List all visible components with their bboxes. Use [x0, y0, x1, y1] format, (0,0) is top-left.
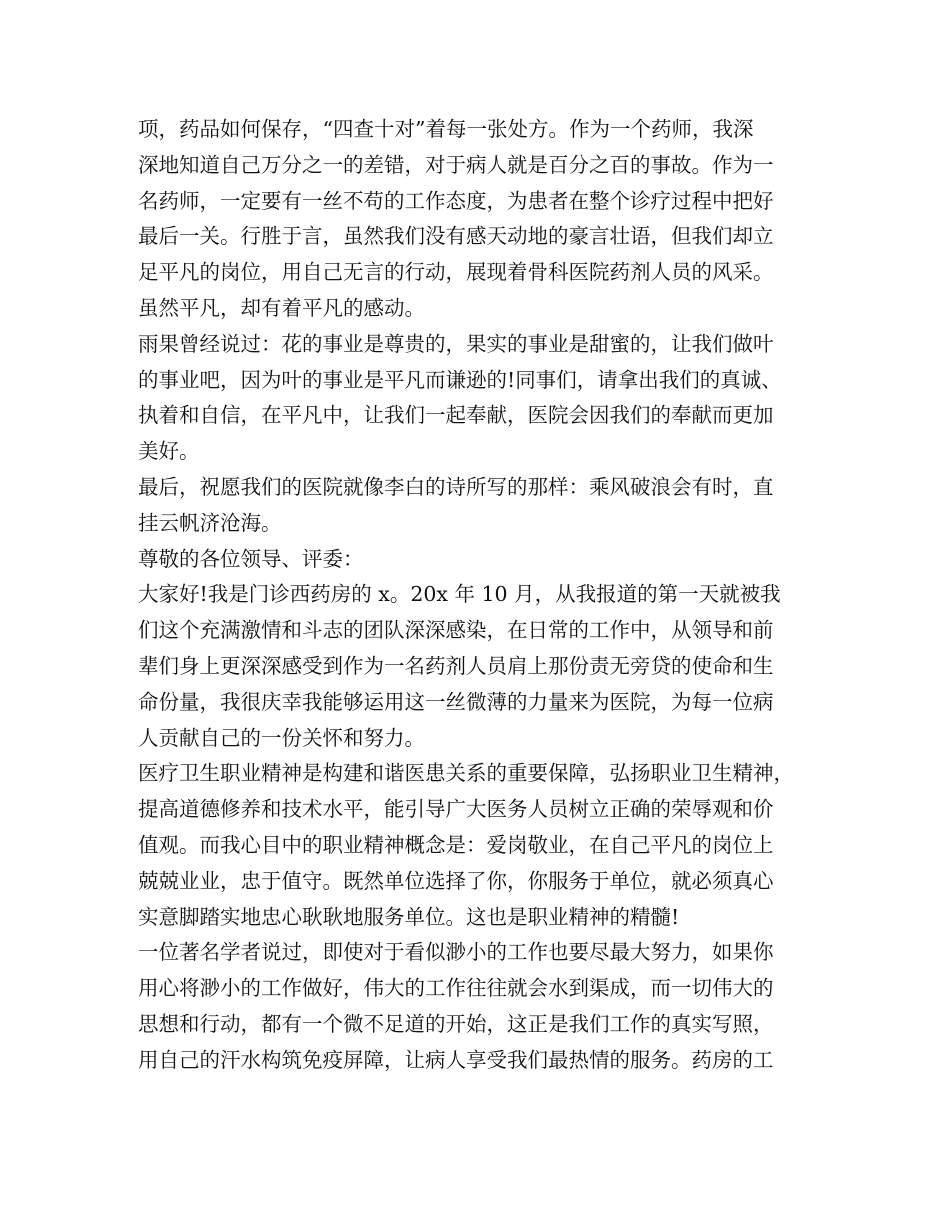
- text-line: 虽然平凡，却有着平凡的感动。: [138, 295, 425, 320]
- text-line: 思想和行动，都有一个微不足道的开始，这正是我们工作的真实写照，: [138, 1011, 774, 1036]
- text-line: 提高道德修养和技术水平，能引导广大医务人员树立正确的荣辱观和价: [138, 797, 774, 822]
- text-line: 兢兢业业，忠于值守。既然单位选择了你，你服务于单位，就必须真心: [138, 868, 774, 893]
- text-line: 人贡献自己的一份关怀和努力。: [138, 725, 425, 750]
- text-line: 辈们身上更深深感受到作为一名药剂人员肩上那份责无旁贷的使命和生: [138, 653, 774, 678]
- text-line: 命份量，我很庆幸我能够运用这一丝微薄的力量来为医院，为每一位病: [138, 689, 774, 714]
- text-line: 用心将渺小的工作做好，伟大的工作往往就会水到渠成，而一切伟大的: [138, 976, 774, 1001]
- text-line: 医疗卫生职业精神是构建和谐医患关系的重要保障，弘扬职业卫生精神，: [138, 761, 794, 786]
- body-text: [138, 112, 818, 1079]
- text-line: 雨果曾经说过：花的事业是尊贵的，果实的事业是甜蜜的，让我们做叶: [138, 331, 774, 356]
- text-line: 最后，祝愿我们的医院就像李白的诗所写的那样：乘风破浪会有时，直: [138, 474, 774, 499]
- text-line: 最后一关。行胜于言，虽然我们没有感天动地的豪言壮语，但我们却立: [138, 224, 774, 249]
- text-line: 用自己的汗水构筑免疫屏障，让病人享受我们最热情的服务。药房的工: [138, 1047, 774, 1072]
- text-line: 一位著名学者说过，即使对于看似渺小的工作也要尽最大努力，如果你: [138, 940, 774, 965]
- text-line: 足平凡的岗位，用自己无言的行动，展现着骨科医院药剂人员的风采。: [138, 260, 774, 285]
- text-line: 尊敬的各位领导、评委：: [138, 546, 364, 571]
- text-line: 大家好!我是门诊西药房的 x。20x 年 10 月，从我报道的第一天就被我: [138, 582, 781, 607]
- text-line: 美好。: [138, 439, 200, 464]
- text-line: 深地知道自己万分之一的差错，对于病人就是百分之百的事故。作为一: [138, 152, 774, 177]
- text-line: 挂云帆济沧海。: [138, 510, 282, 535]
- text-line: 们这个充满激情和斗志的团队深深感染，在日常的工作中，从领导和前: [138, 618, 774, 643]
- text-line: 项，药品如何保存，“四查十对”着每一张处方。作为一个药师，我深: [138, 117, 754, 141]
- text-line: 实意脚踏实地忠心耿耿地服务单位。这也是职业精神的精髓!: [138, 904, 680, 929]
- text-line: 的事业吧，因为叶的事业是平凡而谦逊的!同事们，请拿出我们的真诚、: [138, 367, 782, 392]
- text-line: 名药师，一定要有一丝不苟的工作态度，为患者在整个诊疗过程中把好: [138, 188, 774, 213]
- text-line: 执着和自信，在平凡中，让我们一起奉献，医院会因我们的奉献而更加: [138, 403, 774, 428]
- text-line: 值观。而我心目中的职业精神概念是：爱岗敬业，在自己平凡的岗位上: [138, 832, 774, 857]
